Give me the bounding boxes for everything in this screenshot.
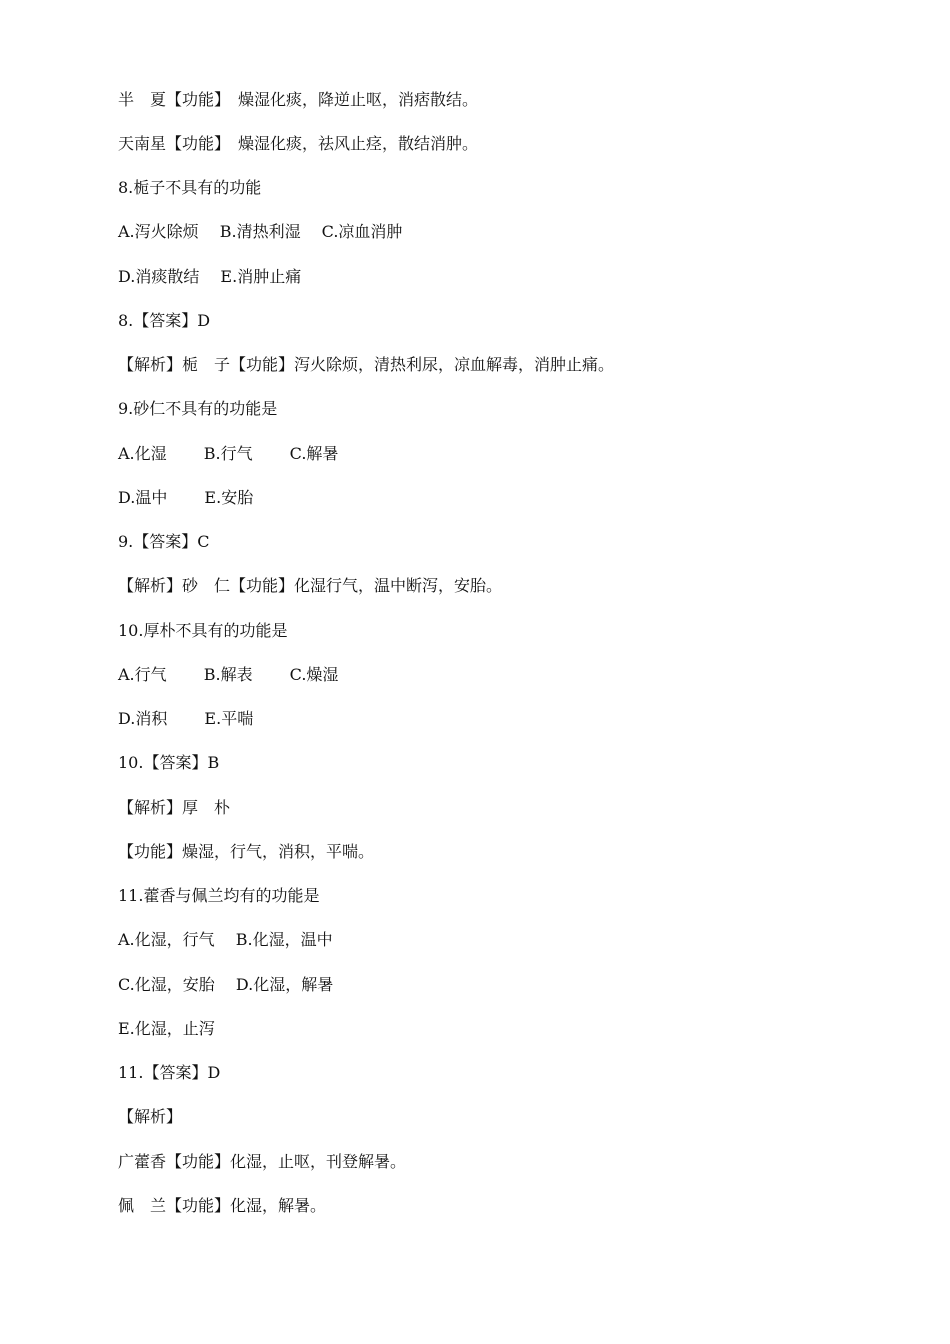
analysis-line: 【解析】厚 朴 (118, 798, 231, 817)
question-stem: 8.栀子不具有的功能 (118, 178, 262, 197)
option-line: C.化湿，安胎 D.化湿，解暑 (118, 975, 334, 994)
text-line: 半 夏【功能】 燥湿化痰，降逆止呕，消痞散结。 (118, 90, 479, 109)
option-line: A.泻火除烦 B.清热利湿 C.凉血消肿 (118, 222, 403, 241)
answer-line: 8.【答案】D (118, 311, 211, 330)
option-line: A.化湿 B.行气 C.解暑 (118, 444, 339, 463)
question-stem: 10.厚朴不具有的功能是 (118, 621, 288, 640)
option-line: E.化湿，止泻 (118, 1019, 215, 1038)
answer-line: 9.【答案】C (118, 532, 210, 551)
analysis-line: 【解析】 (118, 1107, 183, 1126)
option-line: A.行气 B.解表 C.燥湿 (118, 665, 339, 684)
analysis-line: 【解析】栀 子【功能】泻火除烦，清热利尿，凉血解毒，消肿止痛。 (118, 355, 615, 374)
question-stem: 9.砂仁不具有的功能是 (118, 399, 278, 418)
analysis-line: 佩 兰【功能】化湿，解暑。 (118, 1196, 327, 1215)
analysis-line: 【解析】砂 仁【功能】化湿行气，温中断泻，安胎。 (118, 576, 503, 595)
option-line: D.消积 E.平喘 (118, 709, 254, 728)
analysis-line: 【功能】燥湿，行气，消积，平喘。 (118, 842, 375, 861)
text-line: 天南星【功能】 燥湿化痰，祛风止痉，散结消肿。 (118, 134, 479, 153)
answer-line: 11.【答案】D (118, 1063, 221, 1082)
option-line: D.温中 E.安胎 (118, 488, 254, 507)
option-line: A.化湿，行气 B.化湿，温中 (118, 930, 333, 949)
answer-line: 10.【答案】B (118, 753, 220, 772)
option-line: D.消痰散结 E.消肿止痛 (118, 267, 302, 286)
question-stem: 11.藿香与佩兰均有的功能是 (118, 886, 320, 905)
analysis-line: 广藿香【功能】化湿，止呕，刊登解暑。 (118, 1152, 407, 1171)
